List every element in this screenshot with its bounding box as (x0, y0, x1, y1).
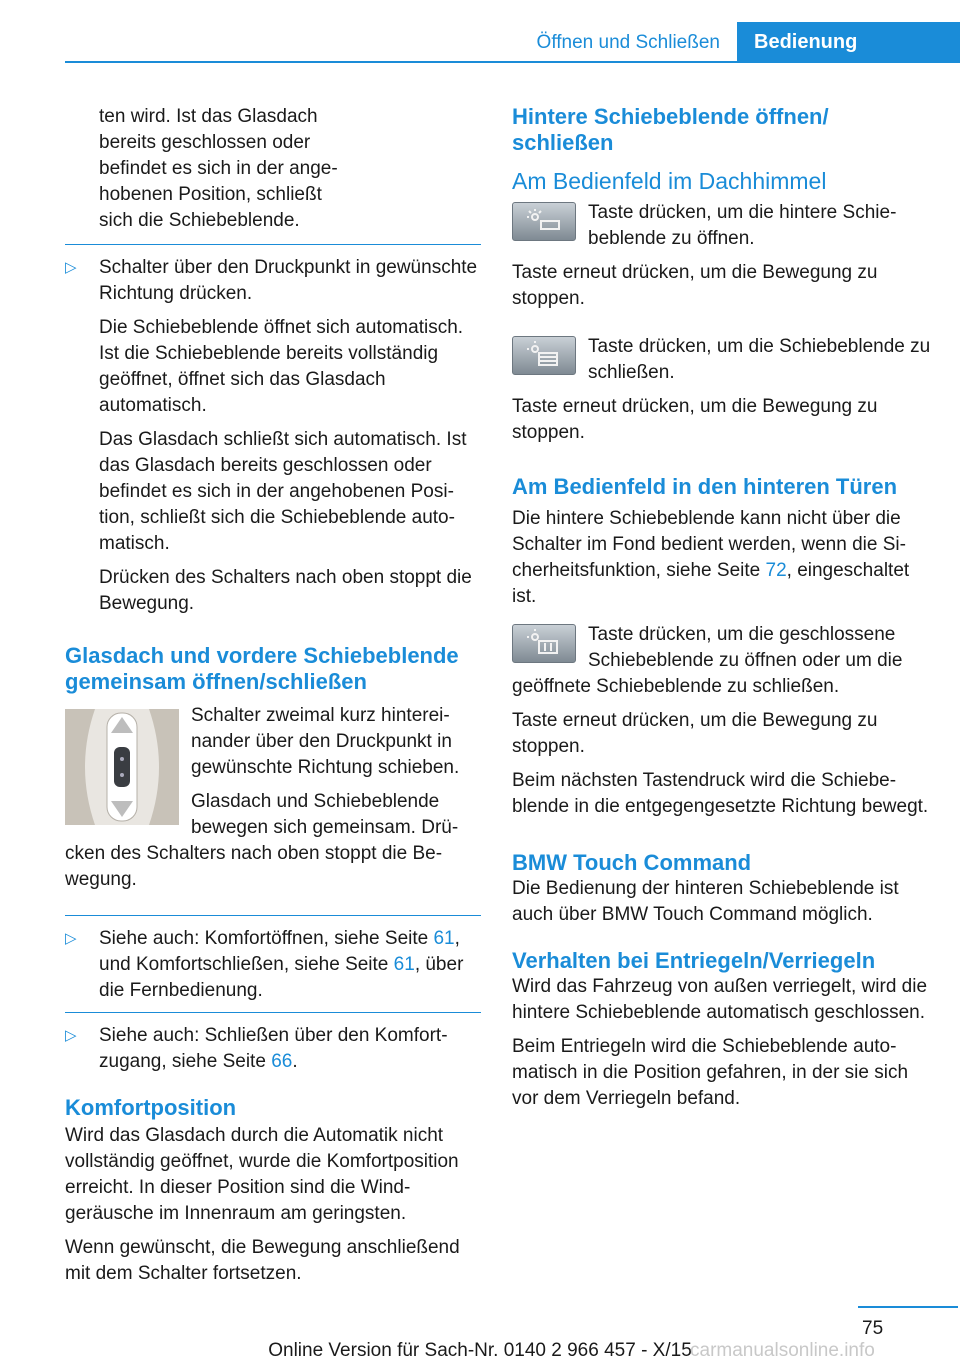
sunblind-button-icon (512, 202, 576, 241)
continued-line: befindet es sich in der ange- (99, 158, 338, 179)
right-column (512, 104, 932, 1120)
header-section-title: Öffnen und Schließen (536, 32, 720, 53)
body-text: Wenn gewünscht, die Bewegung anschließend mit dem Schalter fortsetzen. (65, 1237, 460, 1284)
list-item (65, 244, 481, 617)
body-span: Die hintere Schiebeblende kann nicht über die Schalter im Fond bedient werden, wenn die Sicherheitsfunktion, siehe Seite (512, 508, 906, 581)
button-text: Taste drücken, um die hintere Schiebeblende zu öffnen. (588, 202, 897, 249)
footer-rule (858, 1306, 958, 1308)
subsection-heading: Am Bedienfeld im Dachhimmel (512, 168, 827, 194)
see-text: . (292, 1051, 298, 1072)
watermark: carmanualsonline.info (690, 1340, 875, 1361)
continued-text (65, 104, 481, 234)
switch-figure-block (65, 703, 481, 901)
body-text: Taste erneut drücken, um die Bewegung zu stoppen. (512, 396, 878, 443)
continued-line: hobenen Position, schließt (99, 184, 322, 205)
triangle-right-icon: ▷ (65, 1027, 77, 1044)
body-text: Beim Entriegeln wird die Schiebeblende automatisch in die Position gefahren, in der sie sich vor dem Verriegeln befand. (512, 1036, 909, 1109)
list-text: Die Schiebeblende öffnet sich automatisch. Ist die Schiebeblende bereits vollständig geöffnet, öffnet sich das Glasdach automatisch. (99, 317, 464, 416)
body-text (512, 506, 932, 610)
list-text: Drücken des Schalters nach oben stoppt die Bewegung. (99, 567, 472, 614)
button-figure-block (512, 622, 932, 708)
triangle-right-icon: ▷ (65, 259, 77, 276)
page-link[interactable]: 61 (433, 928, 455, 949)
body-span: , eingeschaltet ist. (512, 560, 910, 607)
figure-text: Schalter zweimal kurz hintereinander über den Druckpunkt in gewünschte Richtung schieben. (191, 705, 460, 778)
continued-line: ten wird. Ist das Glasdach (99, 106, 318, 127)
sunblind-button-icon (512, 336, 576, 375)
left-column (65, 104, 481, 1295)
subsection-heading: Verhalten bei Entriegeln/Verriegeln (512, 948, 876, 973)
list-item (65, 1012, 481, 1075)
body-text: Wird das Fahrzeug von außen verriegelt, wird die hintere Schiebeblende automatisch geschlossen. (512, 976, 928, 1023)
body-text: Wird das Glasdach durch die Automatik nicht vollständig geöffnet, wurde die Komfortposition erreicht. In dieser Position sind die Windgeräusche im Innenraum am geringsten. (65, 1125, 459, 1224)
subsection-heading: BMW Touch Command (512, 850, 752, 875)
list-text: Schalter über den Druckpunkt in gewünschte Richtung drücken. (99, 257, 478, 304)
button-figure-block (512, 334, 932, 394)
see-text: Siehe auch: Schließen über den Komfortzugang, siehe Seite (99, 1025, 448, 1072)
see-text: , über die Fernbedienung. (99, 954, 464, 1001)
roof-switch-icon (65, 709, 179, 825)
page-number: 75 (862, 1318, 884, 1339)
continued-line: bereits geschlossen oder (99, 132, 311, 153)
button-text: Taste drücken, um die geschlossene Schiebeblende zu öffnen oder um die geöffnete Schiebeblende zu schließen. (512, 624, 903, 697)
triangle-right-icon: ▷ (65, 930, 77, 947)
header-rule (65, 61, 959, 63)
list-text: Das Glasdach schließt sich automatisch. Ist das Glasdach bereits geschlossen oder befindet es sich in der angehobenen Position, schließt sich die Schiebeblende automatisch. (99, 429, 467, 554)
section-heading: Glasdach und vordere Schiebeblende gemeinsam öffnen/schließen (65, 643, 459, 694)
sunblind-button-icon (512, 624, 576, 663)
body-text: Taste erneut drücken, um die Bewegung zu stoppen. (512, 710, 878, 757)
section-heading: Hintere Schiebeblende öffnen/ schließen (512, 104, 829, 155)
continued-line: sich die Schiebeblende. (99, 210, 300, 231)
page-link[interactable]: 61 (393, 954, 415, 975)
button-text: Taste drücken, um die Schiebeblende zu schließen. (588, 336, 931, 383)
button-figure-block (512, 200, 932, 260)
see-text: , und Komfortschließen, siehe Seite (99, 928, 460, 975)
figure-text: Glasdach und Schiebeblende bewegen sich gemeinsam. Drücken des Schalters nach oben stoppt die Bewegung. (65, 791, 459, 890)
body-text: Taste erneut drücken, um die Bewegung zu stoppen. (512, 262, 878, 309)
list-item (65, 915, 481, 1004)
page-link[interactable]: 72 (765, 560, 787, 581)
body-text: Die Bedienung der hinteren Schiebeblende ist auch über BMW Touch Command möglich. (512, 878, 899, 925)
see-text: Siehe auch: Komfortöffnen, siehe Seite (99, 928, 434, 949)
page-link[interactable]: 66 (271, 1051, 293, 1072)
footer-online-version: Online Version für Sach-Nr. 0140 2 966 457 - X/15 (268, 1340, 692, 1361)
subsection-heading: Am Bedienfeld in den hinteren Türen (512, 474, 898, 499)
body-text: Beim nächsten Tastendruck wird die Schiebeblende in die entgegengesetzte Richtung bewegt. (512, 770, 929, 817)
header-chapter-tab: Bedienung (737, 22, 960, 63)
section-heading: Komfortposition (65, 1095, 237, 1120)
